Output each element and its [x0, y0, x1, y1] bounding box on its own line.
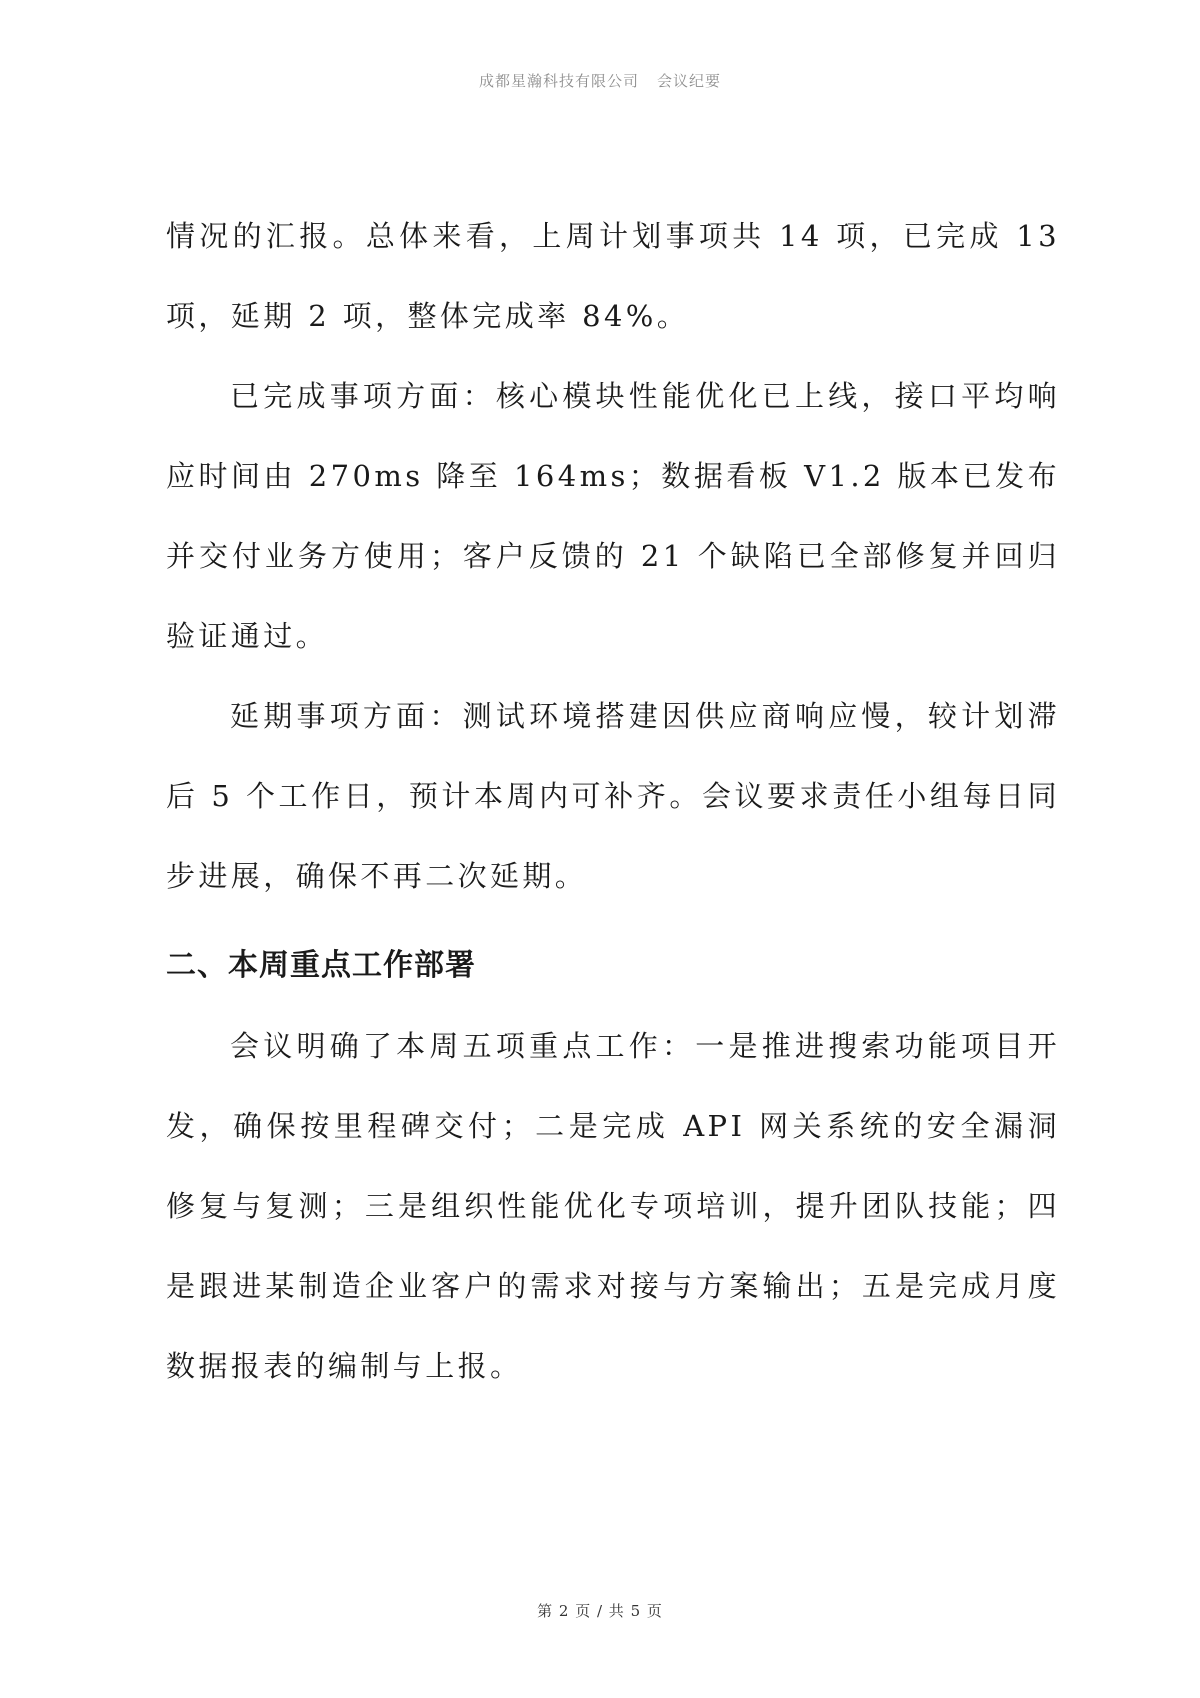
section-heading-weekly-plan: 二、本周重点工作部署 — [166, 948, 476, 983]
paragraph-completed-items: 已完成事项方面：核心模块性能优化已上线，接口平均响应时间由 270ms 降至 164ms；数据看板 V1.2 版本已发布并交付业务方使用；客户反馈的 21 个缺陷已全部修复并回归验证通过。 — [166, 379, 1060, 653]
page-footer — [0, 1600, 1200, 1621]
paragraph-delayed-items: 延期事项方面：测试环境搭建因供应商响应慢，较计划滞后 5 个工作日，预计本周内可补齐。会议要求责任小组每日同步进展，确保不再二次延期。 — [166, 699, 1060, 893]
page-number: 第 2 页 / 共 5 页 — [537, 1602, 663, 1620]
running-header — [0, 70, 1200, 91]
document-body — [166, 196, 1060, 1406]
paragraph-weekly-priorities: 会议明确了本周五项重点工作：一是推进搜索功能项目开发，确保按里程碑交付；二是完成 API 网关系统的安全漏洞修复与复测；三是组织性能优化专项培训，提升团队技能；四是跟进某制造企业客户的需求对接与方案输出；五是完成月度数据报表的编制与上报。 — [166, 1029, 1060, 1383]
header-company: 成都星瀚科技有限公司 — [478, 72, 639, 90]
header-doc-type: 会议纪要 — [657, 72, 722, 90]
paragraph-continued-summary: 情况的汇报。总体来看，上周计划事项共 14 项，已完成 13 项，延期 2 项，整体完成率 84%。 — [166, 219, 1060, 333]
